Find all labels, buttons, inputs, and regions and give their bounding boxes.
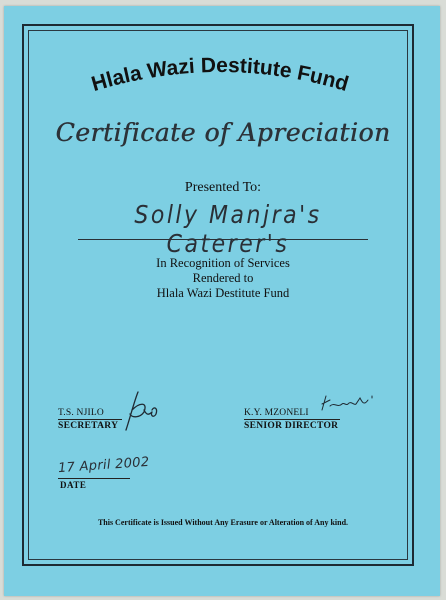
secretary-role: SECRETARY	[58, 421, 119, 431]
certificate-title: Certificate of Apreciation	[55, 118, 391, 147]
recognition-line: Rendered to	[192, 271, 254, 285]
secretary-name: T.S. NJILO	[58, 408, 104, 418]
director-signature-line	[244, 419, 340, 420]
date-value: 17 April 2002	[57, 454, 150, 477]
date-line	[58, 478, 130, 479]
secretary-signature	[118, 388, 160, 434]
secretary-block	[58, 408, 122, 431]
director-block	[244, 408, 340, 431]
organization-title-text: Hlala Wazi Destitute Fund	[88, 53, 352, 97]
director-role: SENIOR DIRECTOR	[244, 421, 339, 431]
recipient-name: Solly Manjra's Caterer's	[134, 201, 322, 259]
recognition-line: In Recognition of Services	[156, 256, 290, 270]
recognition-text	[0, 256, 446, 301]
recognition-line: Hlala Wazi Destitute Fund	[156, 286, 290, 300]
date-label: DATE	[60, 480, 87, 490]
recipient-underline	[78, 239, 368, 240]
organization-title	[50, 44, 390, 114]
footer-disclaimer: This Certificate is Issued Without Any Erasure or Alteration of Any kind.	[97, 518, 349, 527]
presented-label: Presented To:	[184, 180, 262, 195]
secretary-signature-line	[58, 419, 122, 420]
director-name: K.Y. MZONELI	[244, 408, 309, 418]
